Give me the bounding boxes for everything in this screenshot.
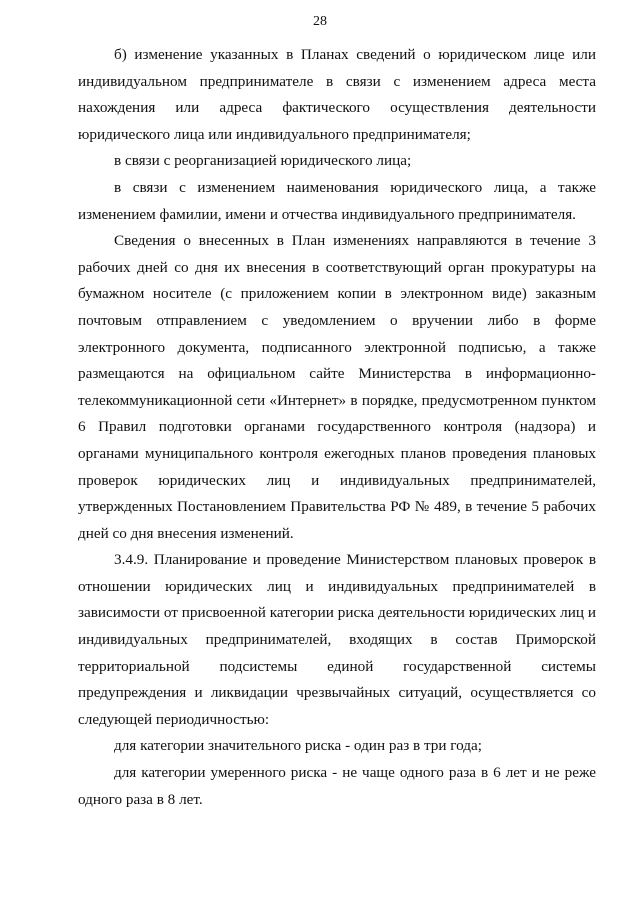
paragraph-significant-risk: для категории значительного риска - один раз в три года; [114, 737, 482, 755]
paragraph-item-b: б) изменение указанных в Планах сведений о юридическом лице или индивидуальном предпринимателе в связи с изменением адреса места нахождения или адреса фактического осуществления деятельности юридического лица или индивидуального предпринимателя; [78, 46, 596, 143]
paragraph-changes-notification: Сведения о внесенных в План изменениях направляются в течение 3 рабочих дней со дня их внесения в соответствующий орган прокуратуры на бумажном носителе (с приложением копии в электронном виде) заказным почтовым отправлением с уведомлением о вручении либо в форме электронного документа, подписанного электронной подписью, а также размещаются на официальном сайте Министерства в информационно-телекоммуникационной сети «Интернет» в порядке, предусмотренном пунктом 6 Правил подготовки органами государственного контроля (надзора) и органами муниципального контроля ежегодных планов проведения плановых проверок юридических лиц и индивидуальных предпринимателей, утвержденных Постановлением Правительства РФ № 489, в течение 5 рабочих дней со дня внесения изменений. [78, 232, 596, 542]
document-body [78, 42, 596, 813]
paragraph-reorganization: в связи с реорганизацией юридического лица; [114, 152, 412, 170]
paragraph-name-change: в связи с изменением наименования юридического лица, а также изменением фамилии, имени и отчества индивидуального предпринимателя. [78, 178, 596, 223]
page-number: 28 [313, 14, 327, 29]
paragraph-section-3-4-9: 3.4.9. Планирование и проведение Министерством плановых проверок в отношении юридических лиц и индивидуальных предпринимателей в зависимости от присвоенной категории риска деятельности юридических лиц и индивидуальных предпринимателей, входящих в состав Приморской территориальной подсистемы единой государственной системы предупреждения и ликвидации чрезвычайных ситуаций, осуществляется со следующей периодичностью: [78, 551, 596, 728]
paragraph-moderate-risk: для категории умеренного риска - не чаще одного раза в 6 лет и не реже одного раза в 8 лет. [78, 764, 596, 808]
